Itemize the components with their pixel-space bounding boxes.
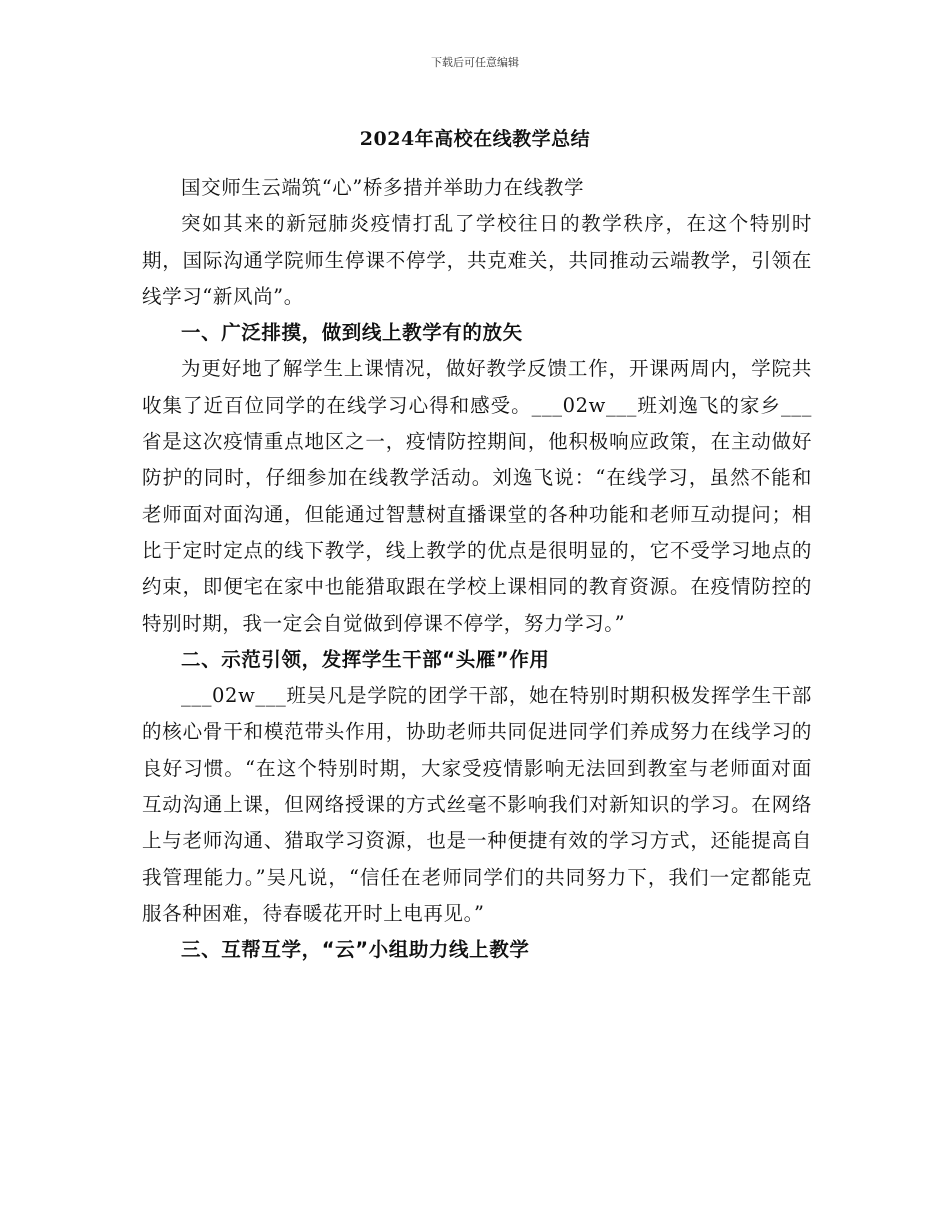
intro-paragraph: 突如其来的新冠肺炎疫情打乱了学校往日的教学秩序，在这个特别时期，国际沟通学院师生停课不停学，共克难关，共同推动云端教学，引领在线学习“新风尚”。 — [142, 212, 812, 308]
section-1-paragraph: 为更好地了解学生上课情况，做好教学反馈工作，开课两周内，学院共收集了近百位同学的在线学习心得和感受。___02w___班刘逸飞的家乡___省是这次疫情重点地区之一，疫情防控期间，他积极响应政策，在主动做好防护的同时，仔细参加在线教学活动。刘逸飞说：“在线学习，虽然不能和老师面对面沟通，但能通过智慧树直播课堂的各种功能和老师互动提问；相比于定时定点的线下教学，线上教学的优点是很明显的，它不受学习地点的约束，即便宅在家中也能猎取跟在学校上课相同的教育资源。在疫情防控的特别时期，我一定会自觉做到停课不停学，努力学习。” — [142, 357, 812, 635]
section-heading-3: 三、互帮互学，“云”小组助力线上教学 — [181, 938, 530, 962]
subtitle-paragraph: 国交师生云端筑“心”桥多措并举助力在线教学 — [181, 176, 585, 199]
document-body — [142, 170, 812, 969]
header-note: 下载后可任意编辑 — [431, 56, 519, 69]
section-heading-2: 二、示范引领，发挥学生干部“头雁”作用 — [181, 647, 550, 671]
document-title: 2024年高校在线教学总结 — [359, 128, 591, 150]
section-2-paragraph: ___02w___班吴凡是学院的团学干部，她在特别时期积极发挥学生干部的核心骨干和模范带头作用，协助老师共同促进同学们养成努力在线学习的良好习惯。“在这个特别时期，大家受疫情影响无法回到教室与老师面对面互动沟通上课，但网络授课的方式丝毫不影响我们对新知识的学习。在网络上与老师沟通、猎取学习资源，也是一种便捷有效的学习方式，还能提高自我管理能力。”吴凡说，“信任在老师同学们的共同努力下，我们一定都能克服各种困难，待春暖花开时上电再见。” — [142, 684, 812, 925]
section-heading-1: 一、广泛排摸，做到线上教学有的放矢 — [181, 321, 523, 345]
